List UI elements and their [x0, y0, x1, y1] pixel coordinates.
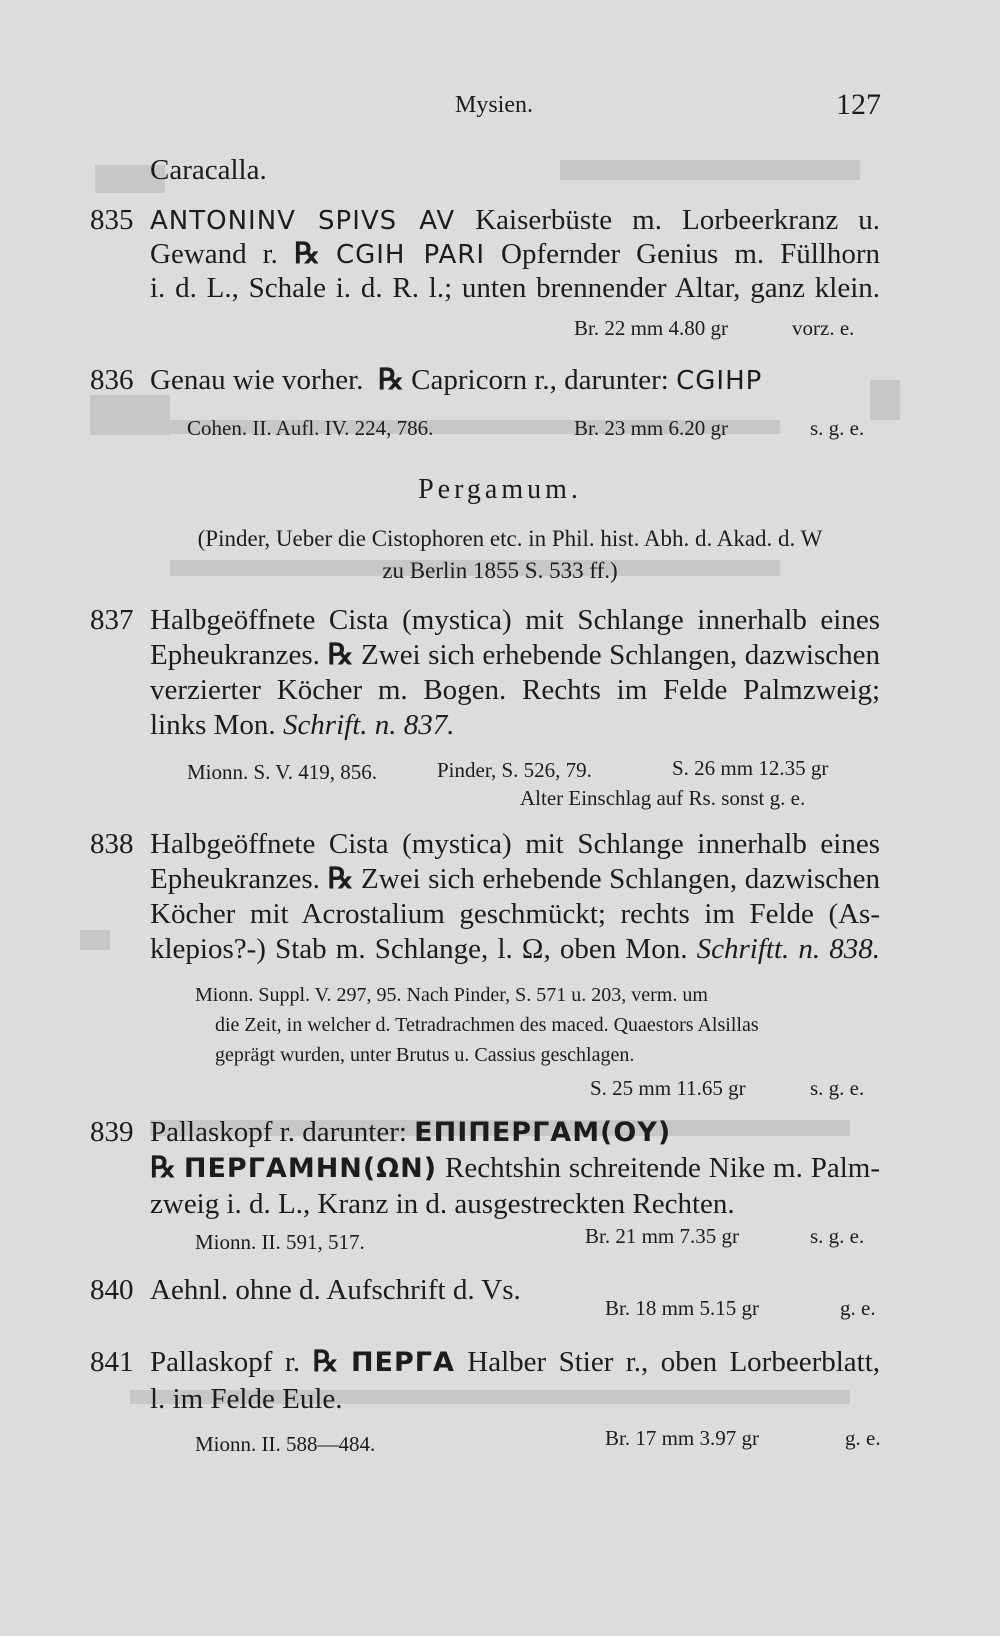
entry-840-line1 [90, 1272, 880, 1308]
entry-text: Pallaskopf r. [150, 1346, 301, 1378]
reverse-legend: ΠΕΡΓΑΜΗΝ(ΩΝ) [183, 1153, 438, 1184]
size-weight: Br. 21 mm 7.35 gr [585, 1224, 740, 1248]
entry-text: Epheukranzes. [150, 863, 320, 895]
condition: s. g. e. [810, 1076, 865, 1100]
entry-841-line1 [90, 1344, 880, 1381]
note: Alter Einschlag auf Rs. sonst g. e. [520, 786, 806, 810]
condition: s. g. e. [810, 1224, 865, 1248]
entry-text: Rechtshin schreitende Nike m. Palm- [445, 1152, 881, 1184]
reference-line3: geprägt wurden, unter Brutus u. Cassius geschlagen. [215, 1044, 635, 1066]
running-title: Mysien. [455, 92, 533, 118]
reference: Mionn. II. 588—484. [195, 1432, 376, 1456]
condition: s. g. e. [810, 416, 865, 440]
size-weight: S. 25 mm 11.65 gr [590, 1076, 746, 1100]
entry-837-line1 [90, 602, 880, 638]
entry-text: oben Mon. [559, 933, 688, 965]
section-title: Pergamum. [418, 474, 582, 505]
reverse-symbol: ℞ [312, 1346, 339, 1378]
literature-line1: (Pinder, Ueber die Cistophoren etc. in Phil. hist. Abh. d. Akad. d. W [197, 526, 823, 551]
entry-835-line3: i. d. L., Schale i. d. R. l.; unten brennender Altar, ganz klein. [150, 272, 880, 304]
entry-text: Zwei sich erhebende Schlangen, dazwischen [361, 639, 881, 671]
entry-839-line3: zweig i. d. L., Kranz in d. ausgestreckten Rechten. [150, 1188, 735, 1220]
entry-text: Opfernder Genius m. Füllhorn [501, 238, 881, 270]
reference-line1: Mionn. Suppl. V. 297, 95. Nach Pinder, S. 571 u. 203, verm. um [195, 984, 708, 1006]
reverse-symbol: ℞ [327, 863, 354, 895]
condition: g. e. [845, 1426, 881, 1450]
entry-835-line2 [150, 236, 880, 273]
entry-number: 838 [90, 828, 134, 860]
condition: vorz. e. [792, 316, 855, 340]
entry-838-line1 [90, 826, 880, 862]
entry-text: Epheukranzes. [150, 639, 320, 671]
size-weight: Br. 22 mm 4.80 gr [574, 316, 729, 340]
reverse-legend: ΠΕΡΓΑ [350, 1347, 455, 1378]
reference: Mionn. S. V. 419, 856. [187, 760, 378, 784]
entry-839-line1 [90, 1114, 880, 1151]
entry-number: 836 [90, 364, 134, 396]
entry-number: 841 [90, 1346, 134, 1378]
entry-838-line4 [150, 931, 880, 967]
entry-837-line2 [150, 637, 880, 673]
ruler-heading: Caracalla. [150, 154, 267, 186]
size-weight: Br. 17 mm 3.97 gr [605, 1426, 760, 1450]
entry-number: 835 [90, 204, 134, 236]
entry-text: Pallaskopf r. darunter: [150, 1116, 407, 1148]
entry-text: Zwei sich erhebende Schlangen, dazwischen [361, 863, 881, 895]
condition: g. e. [840, 1296, 876, 1320]
reverse-legend: CGIH PARI [335, 240, 486, 270]
entry-835-line1 [90, 202, 880, 239]
page-header [0, 88, 1000, 132]
omega-symbol: Ω, [521, 933, 551, 965]
entry-number: 837 [90, 604, 134, 636]
entry-text: Kaiserbüste m. Lorbeerkranz u. [475, 204, 881, 236]
entry-text: Halbgeöffnete Cista (mystica) mit Schlange innerhalb eines [150, 604, 880, 636]
entry-text: Aehnl. ohne d. Aufschrift d. Vs. [150, 1274, 521, 1306]
entry-text: Halber Stier r., oben Lorbeerblatt, [467, 1346, 881, 1378]
obverse-legend: ΕΠΙΠΕΡΓΑΜ(ΟΥ) [414, 1117, 672, 1148]
entry-text: Capricorn r., darunter: [411, 364, 669, 396]
script-reference: Schriftt. n. 838. [696, 933, 881, 965]
entry-text: Genau wie vorher. [150, 364, 364, 396]
reverse-symbol: ℞ [293, 238, 320, 270]
reverse-symbol: ℞ [377, 364, 404, 396]
reference: Mionn. II. 591, 517. [195, 1230, 365, 1254]
reference: Cohen. II. Aufl. IV. 224, 786. [187, 416, 434, 440]
obverse-legend: ANTONINV SPIVS AV [150, 206, 456, 236]
reverse-symbol: ℞ [150, 1152, 176, 1184]
entry-number: 839 [90, 1116, 134, 1148]
page-number: 127 [836, 88, 881, 121]
entry-text: Halbgeöffnete Cista (mystica) mit Schlange innerhalb eines [150, 828, 880, 860]
script-reference: Schrift. n. 837. [282, 709, 455, 741]
literature-line2: zu Berlin 1855 S. 533 ff.) [382, 558, 618, 583]
entry-text: Gewand r. [150, 238, 278, 270]
entry-839-line2 [150, 1150, 880, 1187]
entry-836-line1 [90, 362, 880, 399]
entry-text: klepios?-) Stab m. Schlange, l. [150, 933, 513, 965]
size-weight: Br. 23 mm 6.20 gr [574, 416, 729, 440]
entry-841-line2: l. im Felde Eule. [150, 1383, 343, 1415]
entry-837-line3: verzierter Köcher m. Bogen. Rechts im Felde Palmzweig; [150, 674, 880, 706]
reference: Pinder, S. 526, 79. [437, 758, 592, 782]
reference-line2: die Zeit, in welcher d. Tetradrachmen des maced. Quaestors Alsillas [215, 1014, 759, 1036]
reverse-symbol: ℞ [327, 639, 354, 671]
entry-838-line2 [150, 861, 880, 897]
entry-text: links Mon. [150, 709, 276, 741]
size-weight: Br. 18 mm 5.15 gr [605, 1296, 760, 1320]
entry-number: 840 [90, 1274, 134, 1306]
reverse-legend: CGIHP [676, 366, 763, 396]
size-weight: S. 26 mm 12.35 gr [672, 756, 829, 780]
entry-837-line4 [150, 707, 880, 743]
entry-838-line3: Köcher mit Acrostalium geschmückt; rechts im Felde (As- [150, 898, 880, 930]
